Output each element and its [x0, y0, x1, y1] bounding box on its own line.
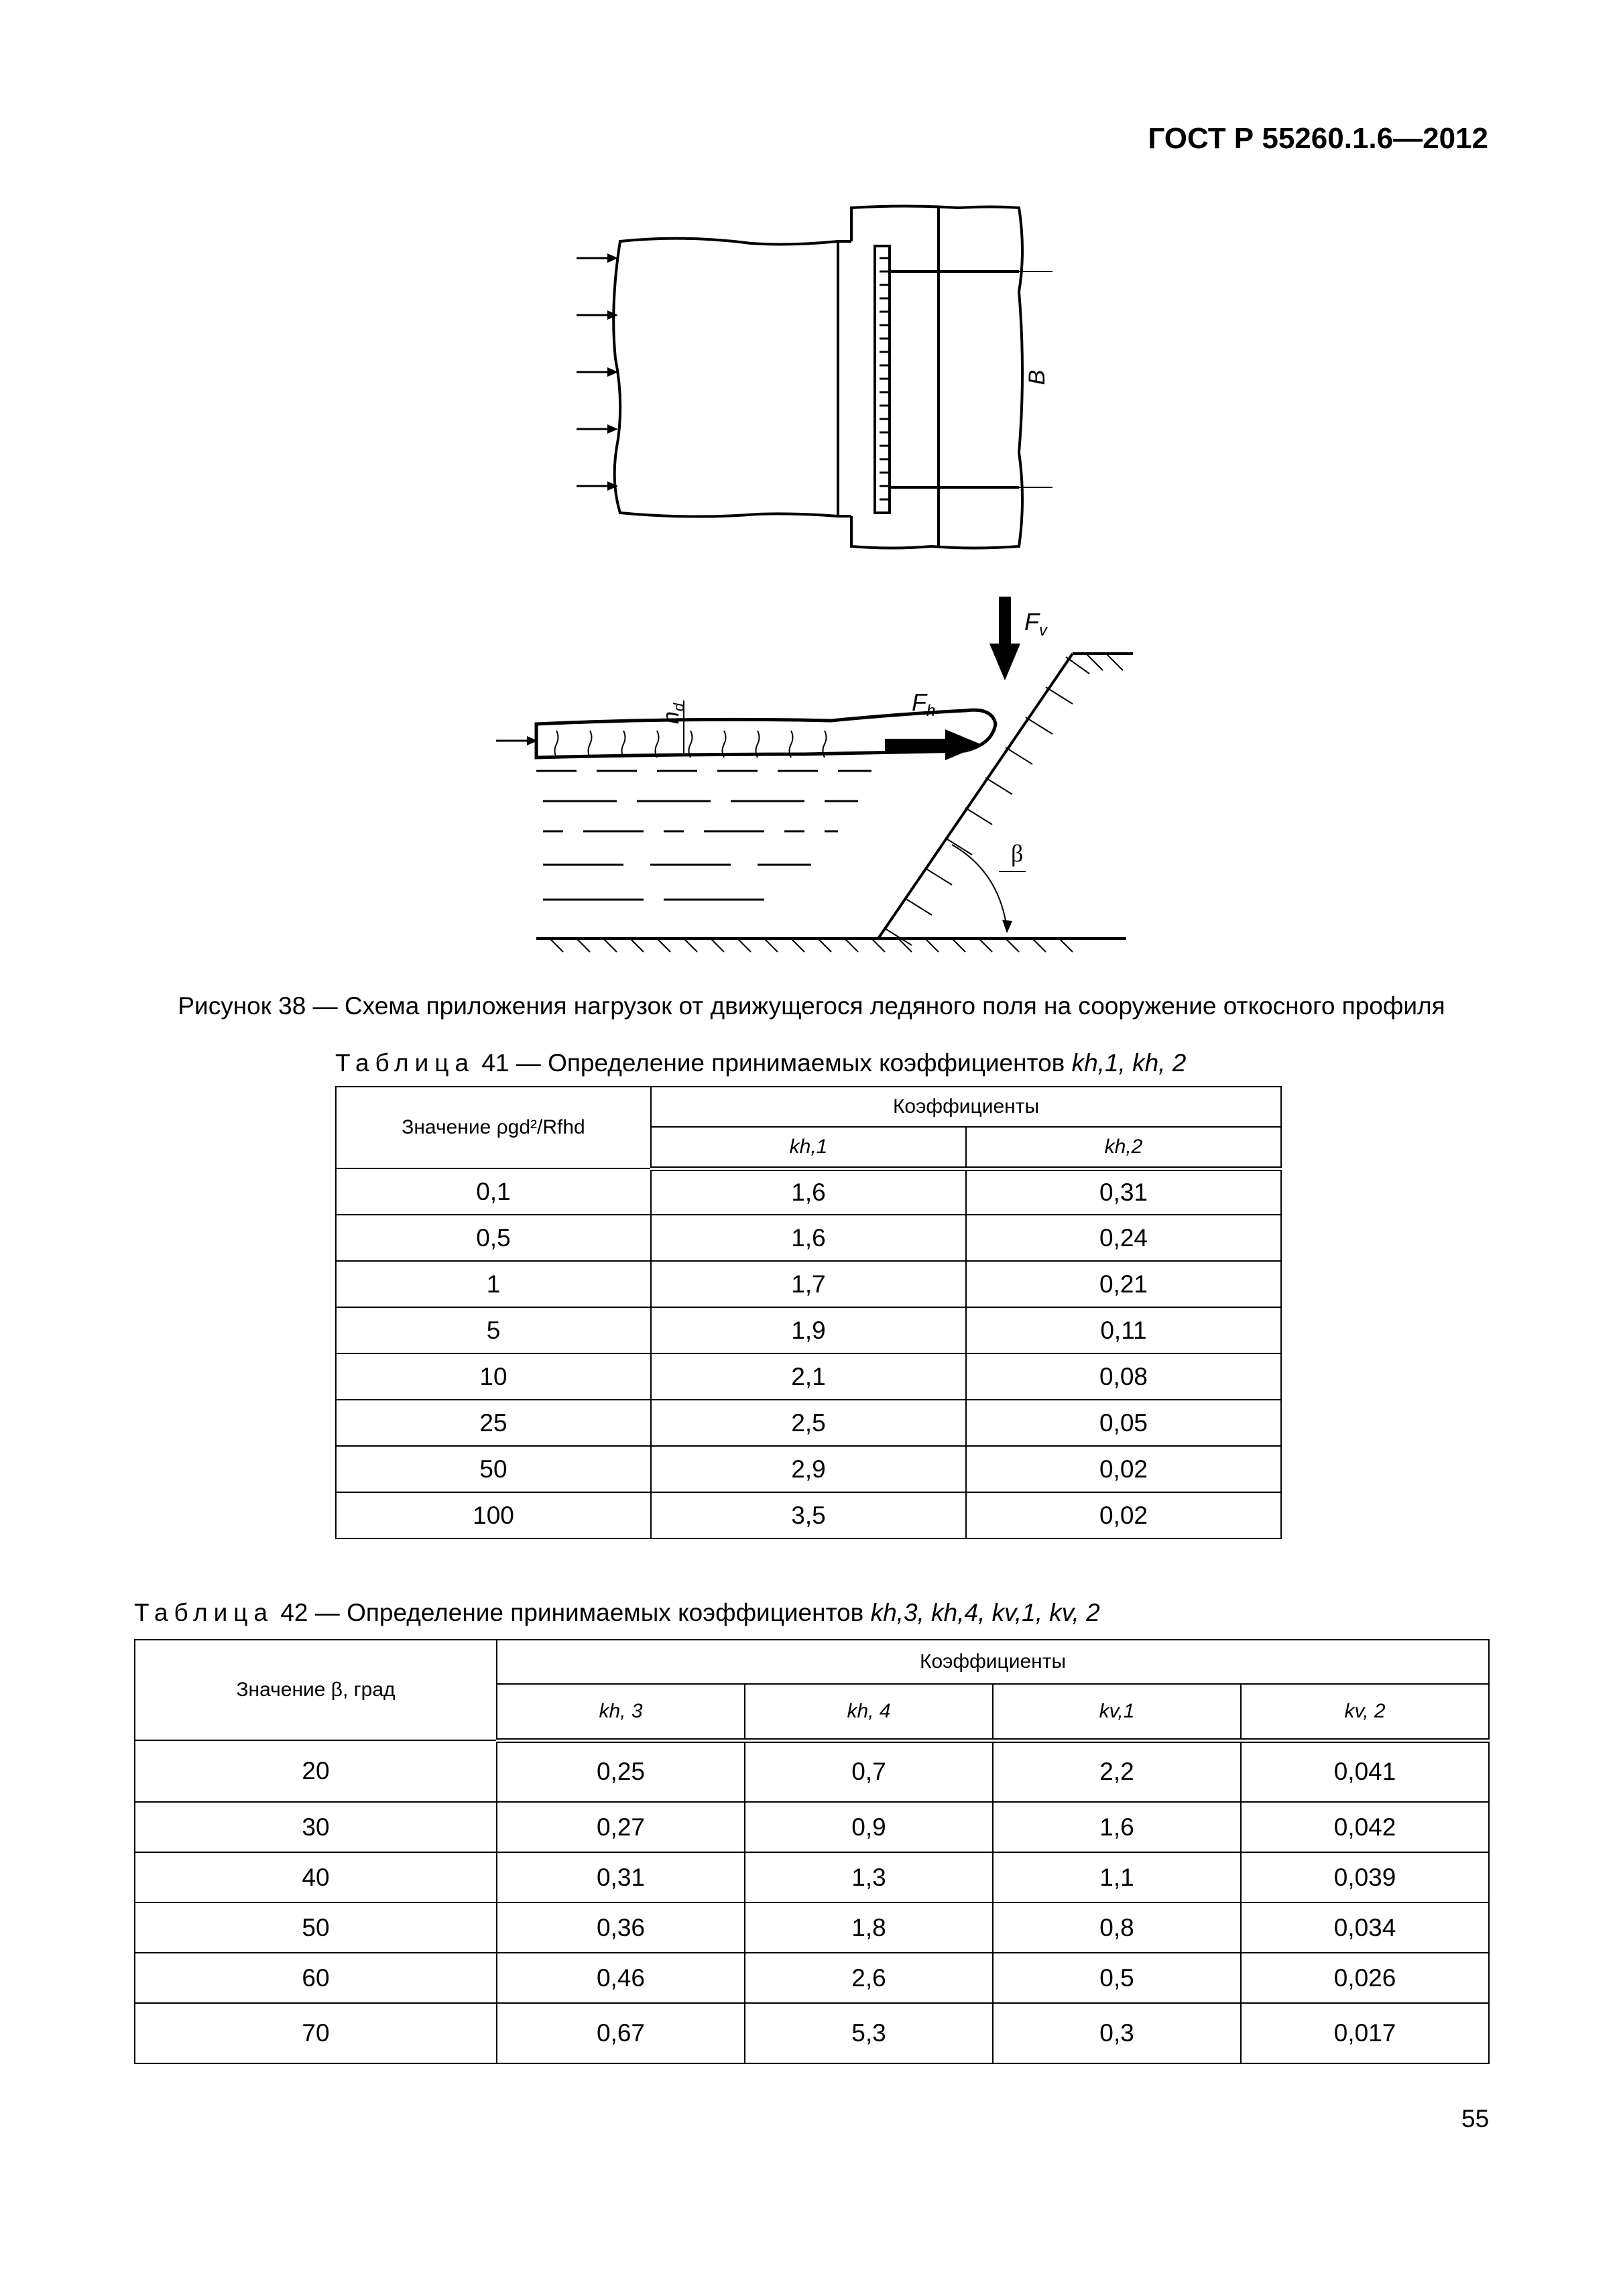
table42-cell: 0,034 [1241, 1902, 1489, 1953]
table41-head-param: Значение ρgd²/Rfhd [336, 1087, 651, 1168]
table-row [135, 2003, 1489, 2063]
svg-text:Fh [912, 688, 935, 720]
table42-cell: 0,46 [497, 1953, 745, 2003]
table-row [135, 1802, 1489, 1852]
table41-cell: 0,5 [336, 1215, 651, 1261]
table41-cell: 10 [336, 1353, 651, 1400]
table-row [135, 1953, 1489, 2003]
table41-col-kh2: kh,2 [966, 1127, 1281, 1168]
force-fh-label: F [912, 688, 926, 716]
force-fv-subscript: v [1039, 621, 1047, 640]
table41-cell: 0,02 [966, 1446, 1281, 1492]
table42-cell: 0,31 [497, 1852, 745, 1902]
table42 [134, 1639, 1490, 2064]
table42-cell: 1,3 [745, 1852, 993, 1902]
table42-cell: 0,039 [1241, 1852, 1489, 1902]
table41-cell: 1,9 [651, 1307, 966, 1353]
table42-cell: 40 [135, 1852, 497, 1902]
table42-cell: 2,2 [993, 1740, 1241, 1802]
table-row [336, 1492, 1281, 1538]
svg-text:Fv [1024, 608, 1048, 640]
table41-cell: 0,1 [336, 1168, 651, 1215]
table-row [336, 1307, 1281, 1353]
ice-thickness-subscript: d [670, 703, 687, 712]
table42-cell: 0,8 [993, 1902, 1241, 1953]
table42-cell: 0,27 [497, 1802, 745, 1852]
table41-col-kh1: kh,1 [651, 1127, 966, 1168]
angle-beta-label: β [1011, 840, 1024, 867]
table-row [135, 1852, 1489, 1902]
table42-cell: 1,8 [745, 1902, 993, 1953]
table41-caption-math: kh,1, kh, 2 [1071, 1049, 1187, 1077]
table-row [336, 1215, 1281, 1261]
table42-head-param: Значение β, град [135, 1640, 497, 1740]
table-row [135, 1740, 1489, 1802]
table41-cell: 1 [336, 1261, 651, 1307]
table42-cell: 70 [135, 2003, 497, 2063]
table41-cell: 0,11 [966, 1307, 1281, 1353]
table41-caption-prefix: Таблица [335, 1049, 475, 1077]
table-row [336, 1400, 1281, 1446]
table41-cell: 1,7 [651, 1261, 966, 1307]
document-header: ГОСТ Р 55260.1.6—2012 [1148, 122, 1488, 155]
table42-cell: 1,1 [993, 1852, 1241, 1902]
table42-cell: 0,7 [745, 1740, 993, 1802]
table42-col-kv2: kv, 2 [1241, 1684, 1489, 1740]
table42-cell: 0,017 [1241, 2003, 1489, 2063]
table41 [335, 1086, 1282, 1539]
table41-caption-text: 41 — Определение принимаемых коэффициентов [475, 1049, 1072, 1077]
table42-cell: 20 [135, 1740, 497, 1802]
table42-head-group: Коэффициенты [497, 1640, 1489, 1684]
table42-caption-math: kh,3, kh,4, kv,1, kv, 2 [870, 1599, 1100, 1626]
table-row [336, 1353, 1281, 1400]
table41-cell: 100 [336, 1492, 651, 1538]
table-row [135, 1902, 1489, 1953]
table41-cell: 0,24 [966, 1215, 1281, 1261]
table42-caption-text: 42 — Определение принимаемых коэффициентов [274, 1599, 871, 1626]
force-fh-subscript: h [926, 702, 936, 720]
table42-caption-prefix: Таблица [134, 1599, 274, 1626]
table41-cell: 0,02 [966, 1492, 1281, 1538]
table42-cell: 2,6 [745, 1953, 993, 2003]
table42-cell: 0,36 [497, 1902, 745, 1953]
figure-plan-view [556, 198, 1053, 560]
table42-cell: 0,5 [993, 1953, 1241, 2003]
table-row [336, 1446, 1281, 1492]
table41-cell: 2,9 [651, 1446, 966, 1492]
figure-caption: Рисунок 38 — Схема приложения нагрузок от движущегося ледяного поля на сооружение откосного профиля [178, 992, 1445, 1020]
table41-cell: 50 [336, 1446, 651, 1492]
table41-cell: 0,21 [966, 1261, 1281, 1307]
table42-cell: 60 [135, 1953, 497, 2003]
table42-cell: 1,6 [993, 1802, 1241, 1852]
table42-caption [134, 1599, 1100, 1627]
table42-cell: 0,026 [1241, 1953, 1489, 2003]
table41-cell: 2,1 [651, 1353, 966, 1400]
table42-cell: 0,3 [993, 2003, 1241, 2063]
ice-thickness-label: h [658, 711, 684, 724]
table42-cell: 30 [135, 1802, 497, 1852]
force-fv-label: F [1024, 608, 1039, 636]
table41-cell: 2,5 [651, 1400, 966, 1446]
table41-head-group: Коэффициенты [651, 1087, 1281, 1127]
table41-cell: 0,31 [966, 1168, 1281, 1215]
table42-col-kh3: kh, 3 [497, 1684, 745, 1740]
table41-cell: 5 [336, 1307, 651, 1353]
table42-cell: 0,67 [497, 2003, 745, 2063]
svg-text:hd [658, 703, 687, 724]
table42-col-kv1: kv,1 [993, 1684, 1241, 1740]
table41-caption [335, 1049, 1186, 1077]
table42-col-kh4: kh, 4 [745, 1684, 993, 1740]
table41-cell: 25 [336, 1400, 651, 1446]
table41-cell: 0,05 [966, 1400, 1281, 1446]
page-number: 55 [1461, 2105, 1490, 2132]
table41-cell: 3,5 [651, 1492, 966, 1538]
table42-cell: 50 [135, 1902, 497, 1953]
table41-cell: 1,6 [651, 1215, 966, 1261]
table-row [336, 1168, 1281, 1215]
table42-cell: 0,25 [497, 1740, 745, 1802]
table41-cell: 0,08 [966, 1353, 1281, 1400]
table42-cell: 0,9 [745, 1802, 993, 1852]
table41-cell: 1,6 [651, 1168, 966, 1215]
table42-cell: 0,042 [1241, 1802, 1489, 1852]
table42-cell: 0,041 [1241, 1740, 1489, 1802]
figure-section-view [483, 590, 1153, 965]
table42-cell: 5,3 [745, 2003, 993, 2063]
dimension-b-label: B [1024, 369, 1050, 385]
table-row [336, 1261, 1281, 1307]
